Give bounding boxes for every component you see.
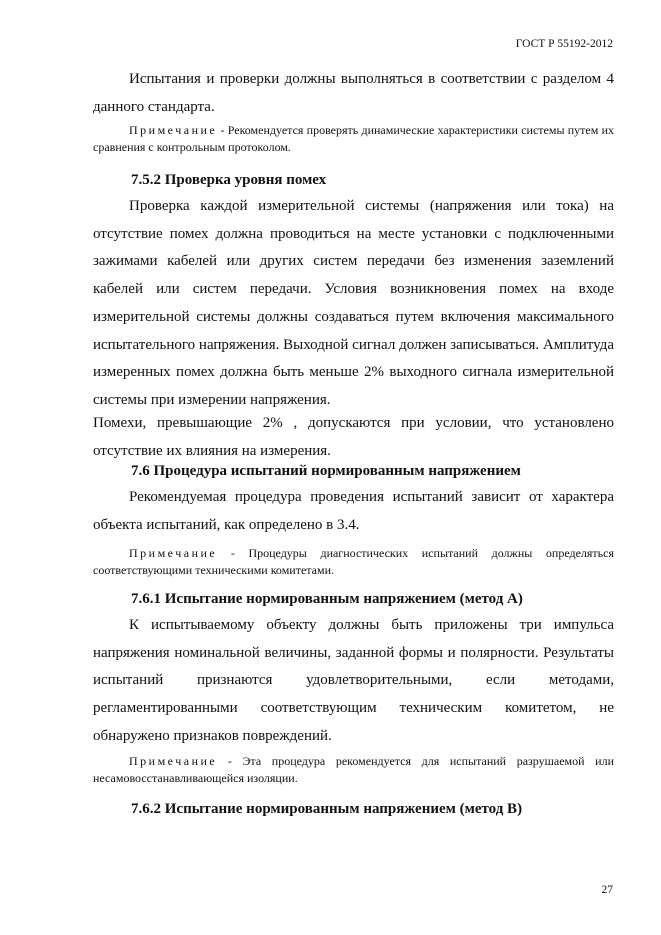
paragraph-test-procedure: Рекомендуемая процедура проведения испытаний зависит от характера объекта испытаний, как определено в 3.4. — [93, 489, 614, 533]
note-label: Примечание — [129, 754, 218, 768]
heading-7-6-2: 7.6.2 Испытание нормированным напряжением (метод В) — [131, 801, 523, 817]
note-text: - Эта процедура рекомендуется для испытаний разрушаемой или несамовосстанавливающейся изоляции. — [93, 754, 614, 785]
heading-7-5-2: 7.5.2 Проверка уровня помех — [131, 172, 327, 188]
paragraph-tests-compliance: Испытания и проверки должны выполняться в соответствии с разделом 4 данного стандарта. — [93, 71, 614, 115]
note-diagnostic-tests — [93, 545, 614, 579]
document-code: ГОСТ Р 55192-2012 — [515, 38, 613, 50]
paragraph-noise-tolerance: Помехи, превышающие 2% , допускаются при условии, что установлено отсутствие их влияния на измерения. — [93, 415, 614, 459]
page-number: 27 — [601, 884, 613, 896]
note-dynamic-characteristics — [93, 122, 614, 156]
note-text: - Процедуры диагностических испытаний должны определяться соответствующими техническими комитетами. — [93, 546, 614, 577]
heading-7-6: 7.6 Процедура испытаний нормированным напряжением — [131, 463, 521, 479]
note-label: Примечание — [129, 546, 218, 560]
note-label: Примечание — [129, 123, 218, 137]
heading-7-6-1: 7.6.1 Испытание нормированным напряжением (метод А) — [131, 591, 523, 607]
paragraph-noise-check: Проверка каждой измерительной системы (напряжения или тока) на отсутствие помех должна проводиться на месте установки с подключенными зажимами кабелей или других систем передачи без изменения заземлений кабелей или систем передачи. Условия возникновения помех на входе измерительной системы должны создаваться путем включения максимального испытательного напряжения. Выходной сигнал должен записываться. Амплитуда измеренных помех должна быть меньше 2% выходного сигнала измерительной системы при измерении напряжения. — [93, 198, 614, 408]
paragraph-method-a: К испытываемому объекту должны быть приложены три импульса напряжения номинальной величины, заданной формы и полярности. Результаты испытаний признаются удовлетворительными, если методами, регламентированными соответствующим техническим комитетом, не обнаружено признаков повреждений. — [93, 617, 614, 744]
note-method-a — [93, 753, 614, 787]
note-text: - Рекомендуется проверять динамические характеристики системы путем их сравнения с контрольным протоколом. — [93, 123, 614, 154]
